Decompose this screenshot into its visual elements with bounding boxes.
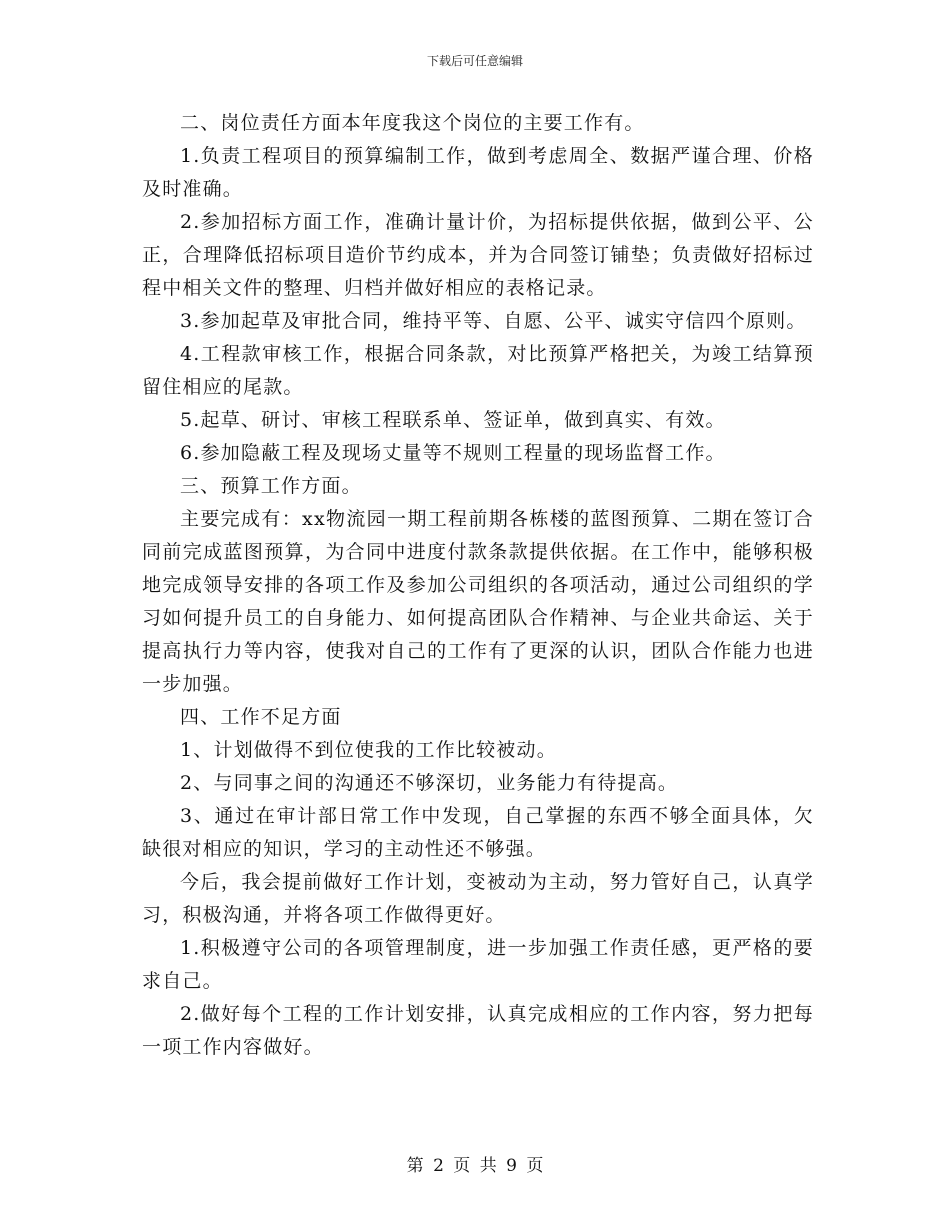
list-item: 1.积极遵守公司的各项管理制度，进一步加强工作责任感，更严格的要求自己。 — [142, 937, 814, 992]
list-item: 5.起草、研讨、审核工程联系单、签证单，做到真实、有效。 — [180, 409, 726, 431]
list-item: 1、计划做得不到位使我的工作比较被动。 — [180, 739, 557, 761]
body-paragraph: 主要完成有：xx物流园一期工程前期各栋楼的蓝图预算、二期在签订合同前完成蓝图预算，为合同中进度付款条款提供依据。在工作中，能够积极地完成领导安排的各项工作及参加公司组织的各项活动，通过公司组织的学习如何提升员工的自身能力、如何提高团队合作精神、与企业共命运、关于提高执行力等内容，使我对自己的工作有了更深的认识，团队合作能力也进一步加强。 — [142, 508, 814, 695]
list-item: 2.做好每个工程的工作计划安排，认真完成相应的工作内容，努力把每一项工作内容做好。 — [142, 1003, 814, 1058]
page-number: 第 2 页 共 9 页 — [406, 1156, 544, 1176]
list-item: 4.工程款审核工作，根据合同条款，对比预算严格把关，为竣工结算预留住相应的尾款。 — [142, 343, 814, 398]
list-item: 1.负责工程项目的预算编制工作，做到考虑周全、数据严谨合理、价格及时准确。 — [142, 145, 814, 200]
list-item: 3、通过在审计部日常工作中发现，自己掌握的东西不够全面具体，欠缺很对相应的知识，学习的主动性还不够强。 — [142, 805, 814, 860]
list-item: 6.参加隐蔽工程及现场丈量等不规则工程量的现场监督工作。 — [180, 442, 726, 464]
list-item: 2.参加招标方面工作，准确计量计价，为招标提供依据，做到公平、公正，合理降低招标项目造价节约成本，并为合同签订铺垫；负责做好招标过程中相关文件的整理、归档并做好相应的表格记录。 — [142, 211, 814, 299]
section-heading-shortcomings: 四、工作不足方面 — [180, 706, 342, 728]
list-item: 3.参加起草及审批合同，维持平等、自愿、公平、诚实守信四个原则。 — [180, 310, 807, 332]
section-heading-budget: 三、预算工作方面。 — [180, 475, 362, 497]
section-heading-job-duties: 二、岗位责任方面本年度我这个岗位的主要工作有。 — [180, 112, 645, 134]
page-header: 下载后可任意编辑 — [426, 54, 523, 68]
list-item: 2、与同事之间的沟通还不够深切，业务能力有待提高。 — [180, 772, 679, 794]
document-body — [142, 107, 814, 1064]
body-paragraph: 今后，我会提前做好工作计划，变被动为主动，努力管好自己，认真学习，积极沟通，并将各项工作做得更好。 — [142, 871, 814, 926]
